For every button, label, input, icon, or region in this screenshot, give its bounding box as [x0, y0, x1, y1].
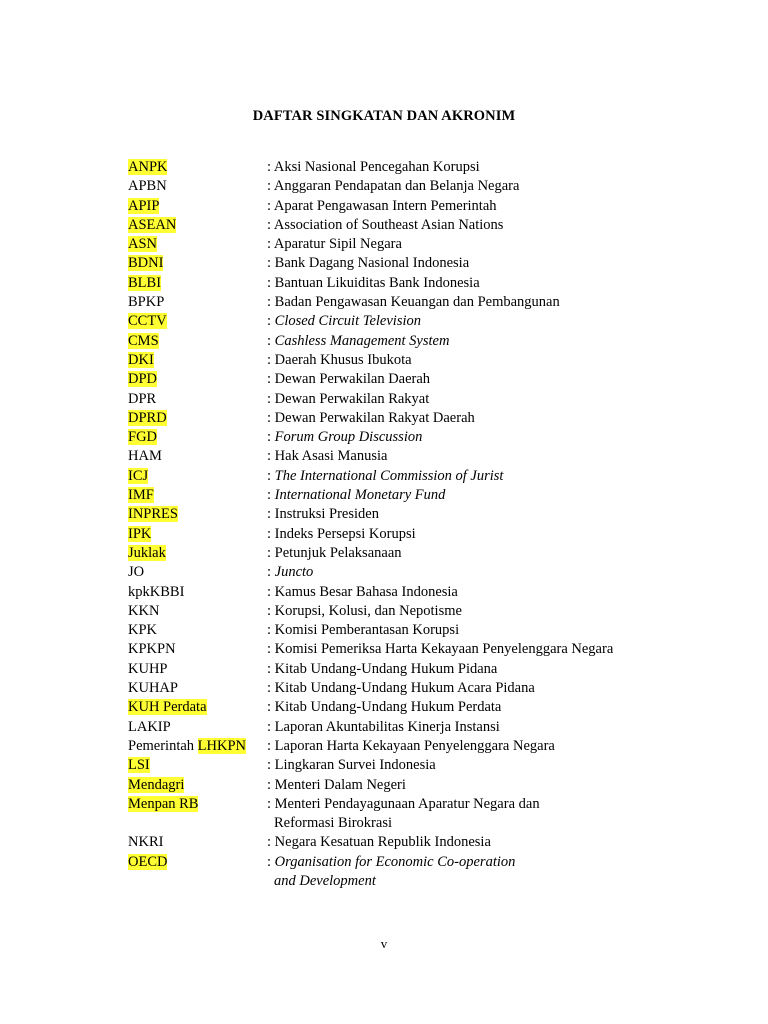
definition [267, 447, 387, 466]
separator: : [267, 216, 274, 233]
abbreviation [128, 737, 246, 756]
abbreviation-text: INPRES [128, 506, 178, 523]
definition [267, 486, 445, 505]
abbreviation-text: NKRI [128, 834, 164, 851]
definition [267, 698, 501, 717]
definition-text: Hak Asasi Manusia [274, 448, 388, 465]
abbreviation [128, 795, 198, 814]
abbreviation-text: FGD [128, 429, 158, 446]
separator: : [267, 737, 275, 754]
abbreviation [128, 216, 176, 235]
definition [267, 640, 613, 659]
definition-text: Petunjuk Pelaksanaan [274, 544, 402, 561]
abbreviation-prefix: Pemerintah [128, 737, 198, 754]
list-item [128, 467, 728, 486]
abbreviation-list [128, 158, 728, 891]
abbreviation-text: KUH Perdata [128, 699, 207, 716]
definition-text: Cashless Management System [274, 332, 450, 349]
abbreviation [128, 756, 150, 775]
definition-text: Menteri Dalam Negeri [274, 776, 406, 793]
definition-text: International Monetary Fund [274, 487, 446, 504]
list-item [128, 679, 728, 698]
list-item [128, 795, 728, 834]
definition [267, 351, 412, 370]
definition [267, 158, 480, 177]
list-item [128, 640, 728, 659]
separator: : [267, 429, 275, 446]
definition [267, 293, 560, 312]
list-item [128, 158, 728, 177]
definition-text: Kitab Undang-Undang Hukum Perdata [274, 699, 502, 716]
definition-text: Closed Circuit Television [274, 313, 422, 330]
abbreviation-text: CMS [128, 332, 159, 349]
abbreviation [128, 679, 178, 698]
definition-text: Badan Pengawasan Keuangan dan Pembangunan [274, 294, 560, 311]
definition [267, 621, 459, 640]
definition [267, 177, 519, 196]
definition [267, 428, 422, 447]
definition [267, 602, 462, 621]
abbreviation-text: kpkKBBI [128, 583, 185, 600]
abbreviation [128, 274, 161, 293]
list-item [128, 660, 728, 679]
page-number: v [380, 936, 388, 951]
definition-text: Kitab Undang-Undang Hukum Acara Pidana [274, 680, 535, 697]
separator: : [267, 602, 275, 619]
definition-text: Instruksi Presiden [274, 506, 379, 523]
abbreviation [128, 505, 178, 524]
definition-text: Kamus Besar Bahasa Indonesia [274, 583, 458, 600]
abbreviation-text: BLBI [128, 274, 162, 291]
separator: : [267, 795, 275, 812]
separator: : [267, 178, 274, 195]
definition-text: Negara Kesatuan Republik Indonesia [274, 834, 491, 851]
list-item [128, 525, 728, 544]
definition [267, 254, 469, 273]
abbreviation [128, 718, 171, 737]
definition-text: Dewan Perwakilan Daerah [274, 371, 431, 388]
definition [267, 795, 540, 834]
abbreviation [128, 486, 154, 505]
abbreviation [128, 409, 167, 428]
separator: : [267, 294, 275, 311]
separator: : [267, 197, 274, 214]
list-item [128, 563, 728, 582]
list-item [128, 544, 728, 563]
abbreviation [128, 351, 154, 370]
abbreviation-text: LHKPN [197, 737, 247, 754]
abbreviation [128, 525, 151, 544]
abbreviation-text: KPK [128, 622, 158, 639]
separator: : [267, 487, 275, 504]
abbreviation-text: DPR [128, 390, 157, 407]
abbreviation [128, 544, 166, 563]
definition [267, 312, 421, 331]
abbreviation [128, 563, 144, 582]
definition [267, 409, 475, 428]
separator: : [267, 506, 275, 523]
definition [267, 583, 458, 602]
list-item [128, 351, 728, 370]
definition [267, 370, 430, 389]
separator: : [267, 718, 275, 735]
abbreviation [128, 467, 148, 486]
abbreviation [128, 312, 167, 331]
definition-text: Juncto [274, 564, 314, 581]
definition [267, 776, 406, 795]
list-item [128, 197, 728, 216]
list-item [128, 583, 728, 602]
list-item [128, 293, 728, 312]
list-item [128, 274, 728, 293]
list-item [128, 853, 728, 892]
definition-text: Komisi Pemberantasan Korupsi [274, 622, 460, 639]
definition [267, 197, 497, 216]
separator: : [267, 660, 275, 677]
separator: : [267, 255, 275, 272]
abbreviation-text: JO [128, 564, 145, 581]
abbreviation-text: Menpan RB [128, 795, 199, 812]
abbreviation [128, 640, 176, 659]
abbreviation-text: CCTV [128, 313, 167, 330]
definition-text: Forum Group Discussion [274, 429, 423, 446]
abbreviation [128, 776, 184, 795]
separator: : [267, 834, 275, 851]
abbreviation-text: ICJ [128, 467, 149, 484]
separator: : [267, 641, 275, 658]
abbreviation-text: ASN [128, 236, 158, 253]
definition-text: Laporan Harta Kekayaan Penyelenggara Negara [274, 737, 555, 754]
separator: : [267, 448, 275, 465]
abbreviation-text: KPKPN [128, 641, 176, 658]
definition [267, 505, 379, 524]
definition-text: Anggaran Pendapatan dan Belanja Negara [273, 178, 520, 195]
separator: : [267, 467, 275, 484]
abbreviation-text: APIP [128, 197, 160, 214]
separator: : [267, 757, 275, 774]
definition-text: Menteri Pendayagunaan Aparatur Negara dan [274, 795, 540, 812]
separator: : [267, 313, 275, 330]
definition-continuation: and Development [274, 872, 376, 889]
separator: : [267, 351, 275, 368]
abbreviation [128, 833, 163, 852]
list-item [128, 447, 728, 466]
separator: : [267, 622, 275, 639]
list-item [128, 409, 728, 428]
separator: : [267, 776, 275, 793]
abbreviation [128, 177, 167, 196]
abbreviation [128, 583, 184, 602]
definition [267, 544, 402, 563]
definition-continuation: Reformasi Birokrasi [274, 815, 392, 832]
abbreviation-text: KKN [128, 602, 160, 619]
list-item [128, 235, 728, 254]
abbreviation-text: DPD [128, 371, 158, 388]
abbreviation-text: IPK [128, 525, 152, 542]
definition-text: Korupsi, Kolusi, dan Nepotisme [274, 602, 462, 619]
abbreviation-text: HAM [128, 448, 162, 465]
definition-text: Daerah Khusus Ibukota [274, 351, 412, 368]
list-item [128, 390, 728, 409]
separator: : [267, 332, 275, 349]
abbreviation-text: LSI [128, 757, 150, 774]
separator: : [267, 699, 275, 716]
definition [267, 563, 313, 582]
list-item [128, 312, 728, 331]
definition-text: Indeks Persepsi Korupsi [274, 525, 416, 542]
definition [267, 737, 555, 756]
definition [267, 235, 402, 254]
definition [267, 756, 436, 775]
abbreviation-text: BDNI [128, 255, 164, 272]
definition-text: Aparatur Sipil Negara [273, 236, 402, 253]
separator: : [267, 274, 275, 291]
list-item [128, 602, 728, 621]
abbreviation [128, 293, 164, 312]
abbreviation [128, 602, 159, 621]
definition-text: Laporan Akuntabilitas Kinerja Instansi [274, 718, 500, 735]
definition [267, 274, 480, 293]
abbreviation [128, 254, 163, 273]
page-title: DAFTAR SINGKATAN DAN AKRONIM [252, 108, 516, 124]
abbreviation [128, 660, 167, 679]
definition-text: Organisation for Economic Co-operation [274, 853, 516, 870]
separator: : [267, 583, 275, 600]
definition [267, 853, 515, 892]
separator: : [267, 544, 275, 561]
abbreviation-text: Mendagri [128, 776, 185, 793]
abbreviation [128, 197, 159, 216]
list-item [128, 370, 728, 389]
definition-text: Dewan Perwakilan Rakyat [274, 390, 430, 407]
list-item [128, 621, 728, 640]
list-item [128, 332, 728, 351]
abbreviation-text: ANPK [128, 159, 168, 175]
separator: : [267, 853, 275, 870]
definition-text: Dewan Perwakilan Rakyat Daerah [274, 409, 475, 426]
definition-text: The International Commission of Jurist [274, 467, 504, 484]
separator: : [267, 409, 275, 426]
abbreviation-text: DKI [128, 351, 154, 368]
definition [267, 718, 500, 737]
definition [267, 833, 491, 852]
definition-text: Bank Dagang Nasional Indonesia [274, 255, 470, 272]
list-item [128, 216, 728, 235]
list-item [128, 698, 728, 717]
separator: : [267, 371, 275, 388]
definition [267, 660, 497, 679]
definition-text: Kitab Undang-Undang Hukum Pidana [274, 660, 498, 677]
abbreviation [128, 447, 162, 466]
list-item [128, 428, 728, 447]
list-item [128, 776, 728, 795]
abbreviation-text: ASEAN [128, 216, 177, 233]
definition [267, 332, 449, 351]
list-item [128, 505, 728, 524]
separator: : [267, 564, 275, 581]
abbreviation [128, 853, 167, 872]
list-item [128, 737, 728, 756]
abbreviation-text: APBN [128, 178, 167, 195]
abbreviation [128, 370, 157, 389]
definition-text: Komisi Pemeriksa Harta Kekayaan Penyelenggara Negara [274, 641, 614, 658]
abbreviation [128, 390, 156, 409]
list-item [128, 718, 728, 737]
definition-text: Aksi Nasional Pencegahan Korupsi [273, 159, 480, 175]
separator: : [267, 680, 275, 697]
abbreviation [128, 332, 159, 351]
abbreviation-text: BPKP [128, 294, 165, 311]
abbreviation-text: OECD [128, 853, 168, 870]
separator: : [267, 525, 275, 542]
definition-text: Bantuan Likuiditas Bank Indonesia [274, 274, 480, 291]
definition-text: Association of Southeast Asian Nations [273, 216, 504, 233]
abbreviation [128, 158, 167, 177]
abbreviation-text: LAKIP [128, 718, 171, 735]
definition-text: Aparat Pengawasan Intern Pemerintah [273, 197, 497, 214]
separator: : [267, 159, 274, 175]
abbreviation [128, 235, 157, 254]
separator: : [267, 390, 275, 407]
separator: : [267, 236, 274, 253]
abbreviation-text: KUHP [128, 660, 168, 677]
list-item [128, 177, 728, 196]
abbreviation [128, 428, 157, 447]
abbreviation-text: KUHAP [128, 680, 178, 697]
definition [267, 216, 503, 235]
abbreviation-text: DPRD [128, 409, 167, 426]
definition [267, 390, 429, 409]
definition [267, 679, 535, 698]
list-item [128, 486, 728, 505]
abbreviation [128, 621, 157, 640]
abbreviation-text: IMF [128, 487, 154, 504]
definition-text: Lingkaran Survei Indonesia [274, 757, 436, 774]
list-item [128, 254, 728, 273]
list-item [128, 833, 728, 852]
definition [267, 467, 503, 486]
list-item [128, 756, 728, 775]
abbreviation-text: Juklak [128, 544, 166, 561]
abbreviation [128, 698, 207, 717]
definition [267, 525, 416, 544]
